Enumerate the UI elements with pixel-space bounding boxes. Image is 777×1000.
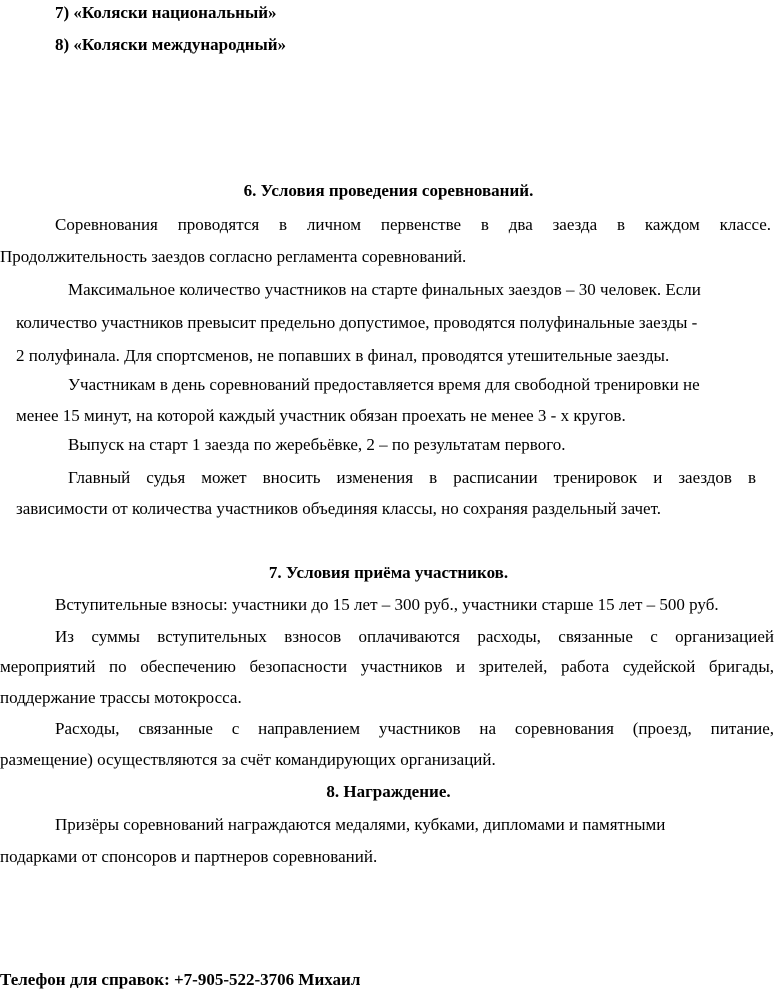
section-6-p1-line1: Соревнования проводятся в личном первенстве в два заезда в каждом классе. [55,215,771,234]
section-6-p2-line1: Максимальное количество участников на старте финальных заездов – 30 человек. Если [68,280,701,299]
section-6-p3-line1: Участникам в день соревнований предоставляется время для свободной тренировки не [68,375,700,394]
section-7-p1-line1: Вступительные взносы: участники до 15 лет – 300 руб., участники старше 15 лет – 500 руб. [55,595,719,614]
section-6-p2-line3: 2 полуфинала. Для спортсменов, не попавших в финал, проводятся утешительные заезды. [16,346,670,365]
section-6-p5-line1: Главный судья может вносить изменения в расписании тренировок и заездов в [68,468,756,487]
section-6-p3-line2: менее 15 минут, на которой каждый участник обязан проехать не менее 3 - х кругов. [16,406,626,425]
section-7-title: 7. Условия приёма участников. [268,563,509,582]
section-8-p1-line1: Призёры соревнований награждаются медалями, кубками, дипломами и памятными [55,815,666,834]
section-8-p1-line2: подарками от спонсоров и партнеров соревнований. [0,847,378,866]
section-7-p3-line1: Расходы, связанные с направлением участников на соревнования (проезд, питание, [55,719,774,738]
section-7-p2-line3: поддержание трассы мотокросса. [0,688,242,707]
list-item-8: 8) «Коляски международный» [55,35,287,54]
section-7-p3-line2: размещение) осуществляются за счёт командирующих организаций. [0,750,496,769]
section-6-title: 6. Условия проведения соревнований. [243,181,534,200]
section-8-title: 8. Награждение. [326,782,451,801]
section-6-p5-line2: зависимости от количества участников объединяя классы, но сохраняя раздельный зачет. [16,499,661,518]
contact-phone: Телефон для справок: +7-905-522-3706 Михаил [0,970,361,989]
section-7-p2-line2: мероприятий по обеспечению безопасности участников и зрителей, работа судейской бригады, [0,657,774,676]
section-6-p4-line1: Выпуск на старт 1 заезда по жеребьёвке, 2 – по результатам первого. [68,435,566,454]
section-6-p2-line2: количество участников превысит предельно допустимое, проводятся полуфинальные заезды - [16,313,698,332]
list-item-7: 7) «Коляски национальный» [55,3,277,22]
section-7-p2-line1: Из суммы вступительных взносов оплачиваются расходы, связанные с организацией [55,627,774,646]
section-6-p1-line2: Продолжительность заездов согласно регламента соревнований. [0,247,467,266]
